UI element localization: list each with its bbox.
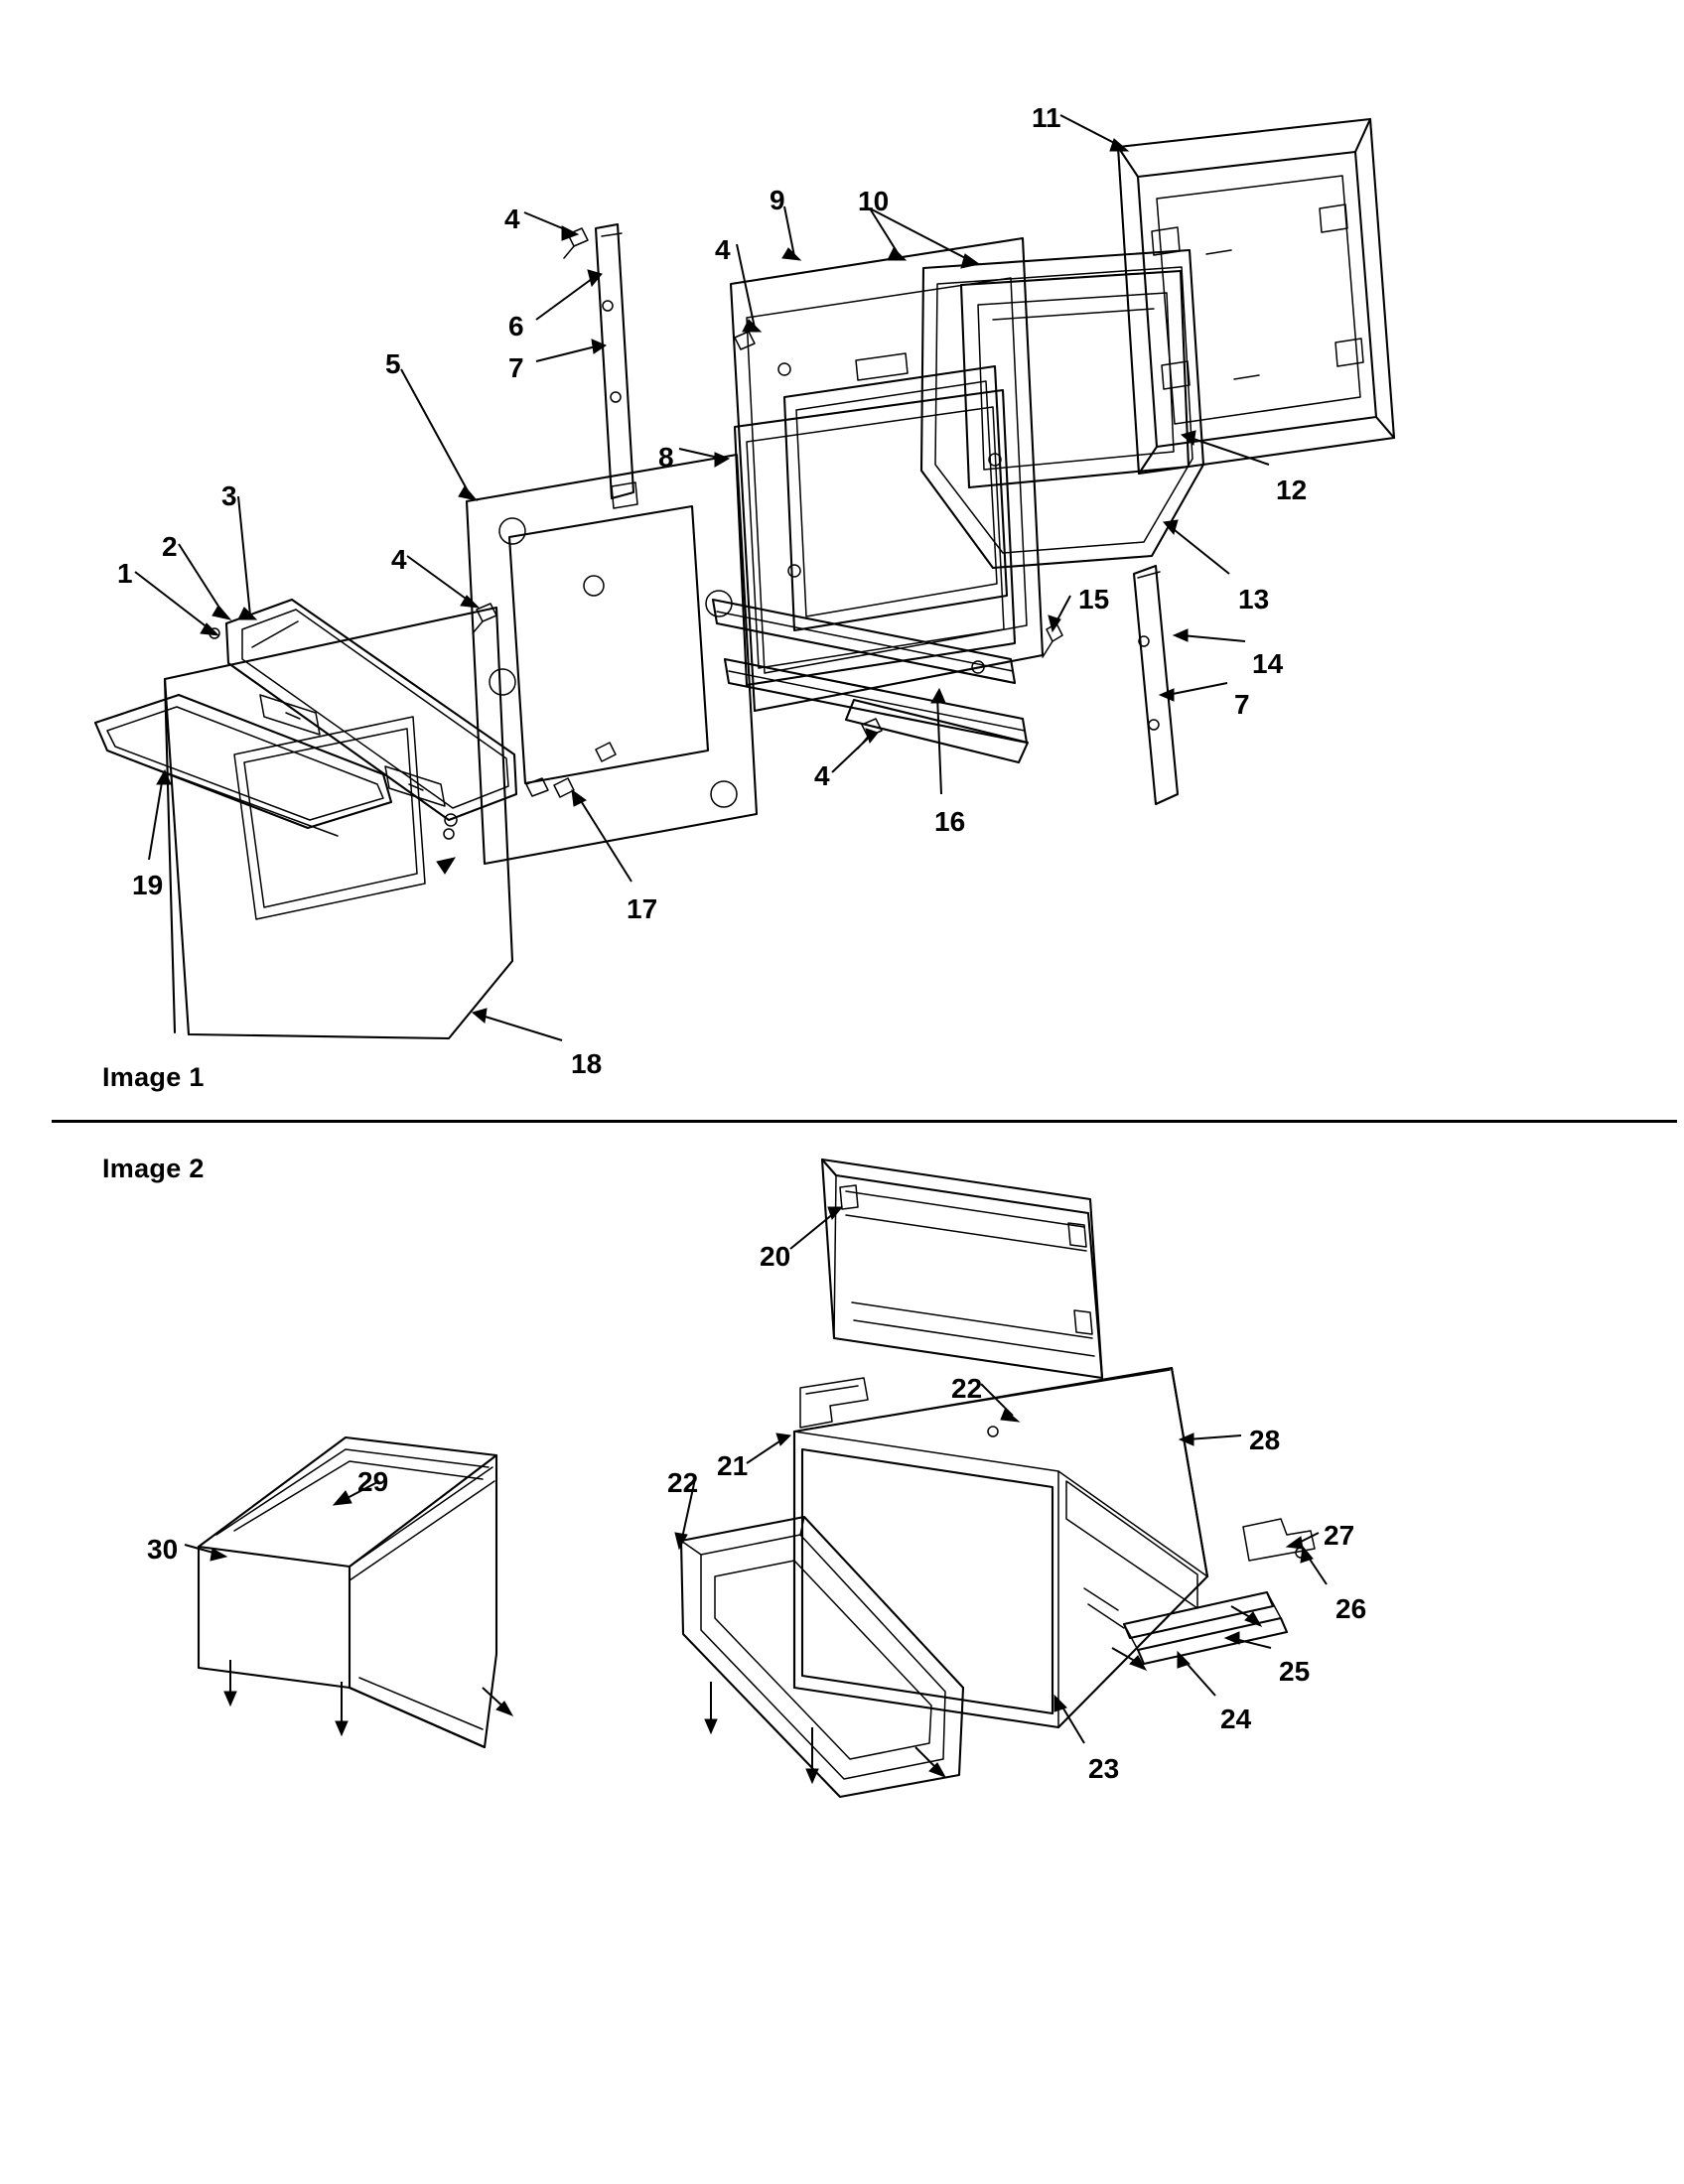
part-24-25-drawer-rails [1124, 1592, 1287, 1664]
part-18-outer-door-panel [165, 608, 512, 1038]
callout-number-7: 7 [1234, 689, 1250, 720]
callout-number-13: 13 [1238, 584, 1270, 614]
callout-number-18: 18 [571, 1048, 603, 1079]
image1-leader-lines [135, 115, 1269, 1040]
image1-artwork [95, 115, 1394, 1040]
part-6-7-left-side-trim [596, 224, 637, 508]
callout-number-23: 23 [1088, 1753, 1120, 1784]
part-11-outer-door-frame [1118, 119, 1394, 474]
callout-number-3: 3 [221, 480, 237, 511]
callout-number-30: 30 [147, 1534, 179, 1565]
callout-number-4: 4 [814, 760, 830, 791]
callout-number-9: 9 [770, 185, 785, 215]
part-19-door-handle [95, 695, 391, 836]
callout-number-25: 25 [1279, 1656, 1311, 1687]
callout-number-24: 24 [1220, 1704, 1252, 1734]
part-5-door-outer-frame [467, 455, 757, 864]
callout-number-12: 12 [1276, 475, 1308, 505]
callout-number-17: 17 [627, 893, 658, 924]
image2-panel-label: Image 2 [102, 1154, 205, 1183]
image2-artwork [185, 1160, 1327, 1797]
callout-number-19: 19 [132, 870, 164, 900]
callout-number-4: 4 [504, 204, 520, 234]
callout-number-14: 14 [1252, 648, 1284, 679]
callout-number-21: 21 [717, 1450, 749, 1481]
callout-number-4: 4 [391, 544, 407, 575]
callout-number-15: 15 [1078, 584, 1110, 614]
callout-number-11: 11 [1032, 102, 1061, 133]
callout-number-5: 5 [385, 348, 401, 379]
part-8-middle-glass [735, 390, 1015, 685]
part-10-door-gasket [921, 250, 1203, 568]
image1-panel-label: Image 1 [102, 1062, 205, 1092]
callout-number-7: 7 [508, 352, 524, 383]
callout-number-6: 6 [508, 311, 524, 341]
callout-number-29: 29 [357, 1466, 389, 1497]
callout-number-10: 10 [858, 186, 890, 216]
part-29-30-drawer-front-alt [199, 1437, 496, 1747]
part-17-hinge-hardware [554, 743, 616, 797]
callout-number-4: 4 [715, 234, 731, 265]
part-21-drawer-front [681, 1517, 963, 1797]
callout-number-22: 22 [951, 1373, 983, 1404]
callout-number-8: 8 [658, 442, 674, 473]
callout-number-1: 1 [117, 558, 133, 589]
part-20-drawer-rear-panel [822, 1160, 1102, 1378]
callout-number-2: 2 [162, 531, 178, 562]
callout-number-27: 27 [1324, 1520, 1355, 1551]
image2-leader-lines [185, 1207, 1327, 1743]
callout-number-20: 20 [760, 1241, 791, 1272]
callout-number-26: 26 [1335, 1593, 1367, 1624]
part-23-drawer-box [794, 1368, 1207, 1727]
callout-number-28: 28 [1249, 1425, 1281, 1455]
part-14-right-side-trim [1134, 566, 1178, 804]
callout-number-16: 16 [934, 806, 966, 837]
callout-number-22: 22 [667, 1467, 699, 1498]
